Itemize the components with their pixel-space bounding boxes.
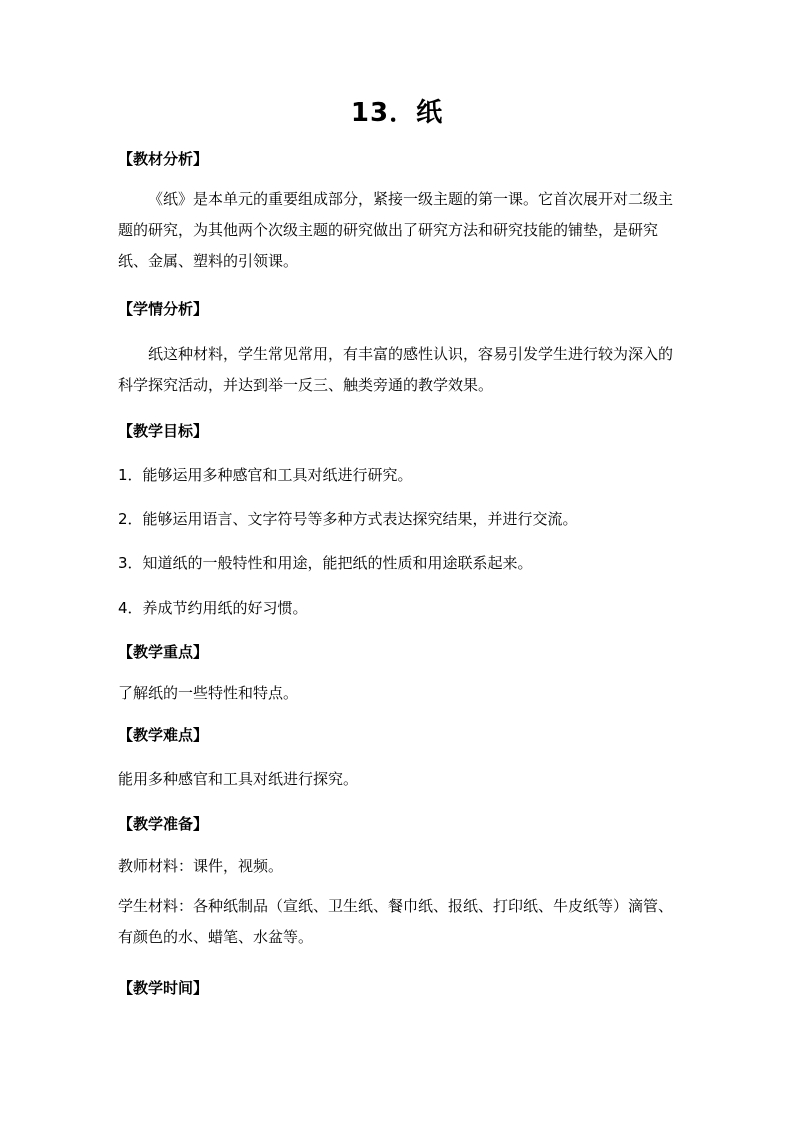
heading-teaching-goals: 【教学目标】 (118, 422, 209, 440)
heading-teaching-time: 【教学时间】 (118, 979, 209, 997)
heading-textbook-analysis: 【教材分析】 (118, 150, 209, 168)
paragraph-student-analysis: 纸这种材料，学生常见常用，有丰富的感性认识，容易引发学生进行较为深入的科学探究活动，并达到举一反三、触类旁通的教学效果。 (118, 345, 674, 394)
difficulties-text: 能用多种感官和工具对纸进行探究。 (118, 770, 359, 788)
student-materials: 学生材料：各种纸制品（宣纸、卫生纸、餐巾纸、报纸、打印纸、牛皮纸等）滴管、有颜色的水、蜡笔、水盆等。 (118, 897, 674, 946)
teacher-materials: 教师材料：课件，视频。 (118, 857, 284, 875)
key-points-text: 了解纸的一些特性和特点。 (118, 684, 299, 702)
heading-preparation: 【教学准备】 (118, 815, 209, 833)
goal-item-1: 1．能够运用多种感官和工具对纸进行研究。 (118, 466, 413, 484)
goal-item-4: 4．养成节约用纸的好习惯。 (118, 599, 308, 617)
paragraph-textbook-analysis: 《纸》是本单元的重要组成部分，紧接一级主题的第一课。它首次展开对二级主题的研究，为其他两个次级主题的研究做出了研究方法和研究技能的铺垫，是研究纸、金属、塑料的引领课。 (118, 190, 674, 270)
goal-item-3: 3．知道纸的一般特性和用途，能把纸的性质和用途联系起来。 (118, 554, 533, 572)
heading-student-analysis: 【学情分析】 (118, 300, 209, 318)
heading-key-points: 【教学重点】 (118, 643, 209, 661)
page-title: 13．纸 (350, 98, 444, 128)
goal-item-2: 2．能够运用语言、文字符号等多种方式表达探究结果，并进行交流。 (118, 510, 578, 528)
heading-difficulties: 【教学难点】 (118, 726, 209, 744)
